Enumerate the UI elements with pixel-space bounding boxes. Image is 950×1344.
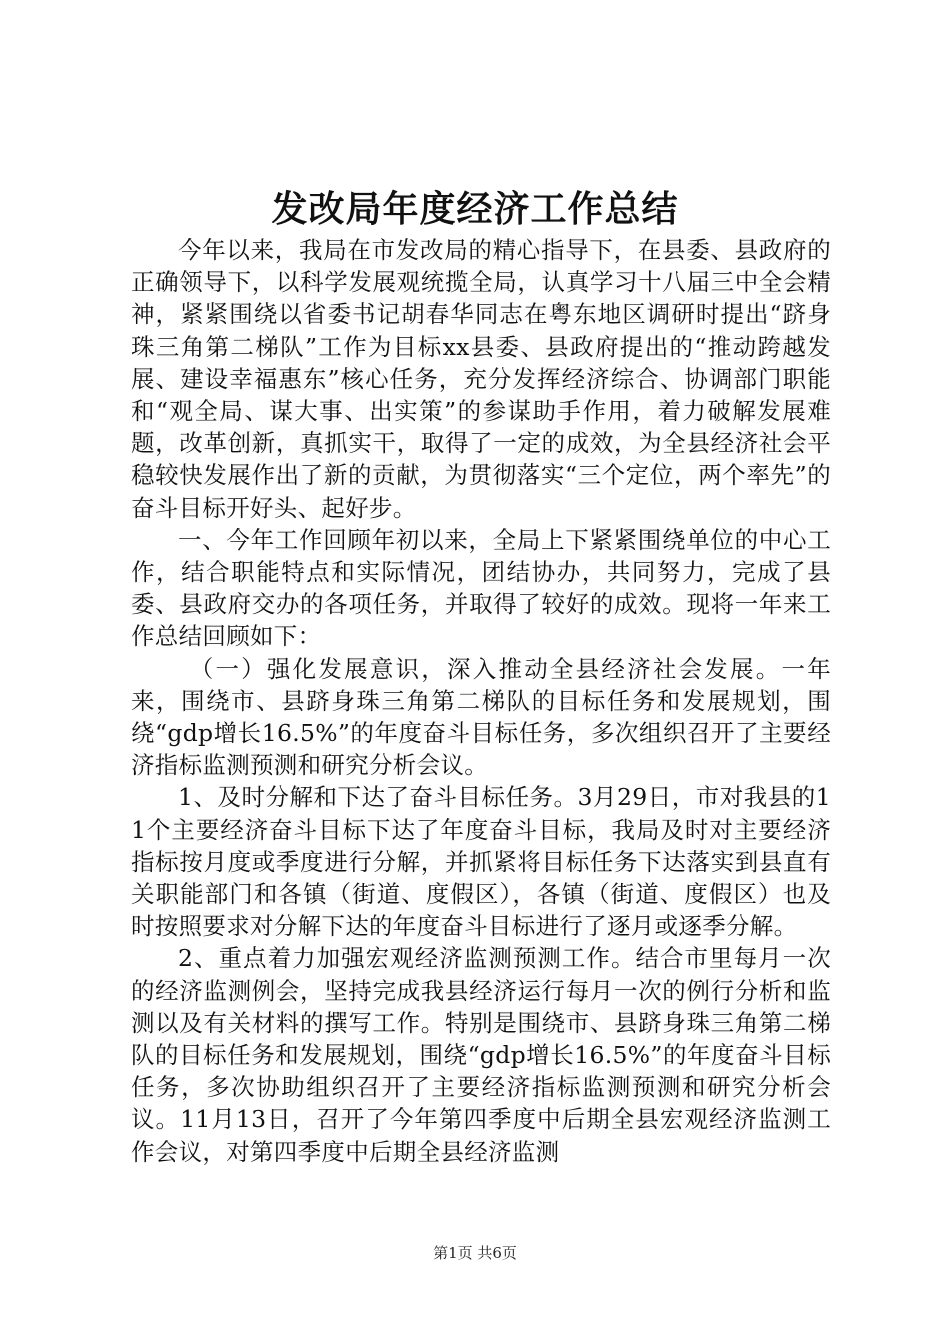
document-title: 发改局年度经济工作总结	[271, 188, 679, 230]
paragraph-item-one: 1、及时分解和下达了奋斗目标任务。3月29日，市对我县的11个主要经济奋斗目标下达了年度奋斗目标，我局及时对主要经济指标按月度或季度进行分解，并抓紧将目标任务下达落实到县直有关职能部门和各镇（街道、度假区），各镇（街道、度假区）也及时按照要求对分解下达的年度奋斗目标进行了逐月或逐季分解。	[131, 783, 831, 941]
paragraph-item-two: 2、重点着力加强宏观经济监测预测工作。结合市里每月一次的经济监测例会，坚持完成我县经济运行每月一次的例行分析和监测以及有关材料的撰写工作。特别是围绕市、县跻身珠三角第二梯队的目标任务和发展规划，围绕“gdp增长16.5%”的年度奋斗目标任务，多次协助组织召开了主要经济指标监测预测和研究分析会议。11月13日，召开了今年第四季度中后期全县宏观经济监测工作会议，对第四季度中后期全县经济监测	[131, 944, 831, 1166]
document-body	[131, 234, 831, 1168]
paragraph-section-one: 一、今年工作回顾年初以来，全局上下紧紧围绕单位的中心工作，结合职能特点和实际情况，团结协办，共同努力，完成了县委、县政府交办的各项任务，并取得了较好的成效。现将一年来工作总结回顾如下：	[131, 525, 831, 651]
paragraph-intro: 今年以来，我局在市发改局的精心指导下，在县委、县政府的正确领导下，以科学发展观统揽全局，认真学习十八届三中全会精神，紧紧围绕以省委书记胡春华同志在粤东地区调研时提出“跻身珠三角第二梯队”工作为目标xx县委、县政府提出的“推动跨越发展、建设幸福惠东”核心任务，充分发挥经济综合、协调部门职能和“观全局、谋大事、出实策”的参谋助手作用，着力破解发展难题，改革创新，真抓实干，取得了一定的成效，为全县经济社会平稳较快发展作出了新的贡献，为贯彻落实“三个定位，两个率先”的奋斗目标开好头、起好步。	[131, 236, 831, 522]
paragraph-subsection-one: （一）强化发展意识，深入推动全县经济社会发展。一年来，围绕市、县跻身珠三角第二梯队的目标任务和发展规划，围绕“gdp增长16.5%”的年度奋斗目标任务，多次组织召开了主要经济指标监测预测和研究分析会议。	[131, 654, 831, 780]
page-number: 第1页 共6页	[433, 1244, 517, 1262]
